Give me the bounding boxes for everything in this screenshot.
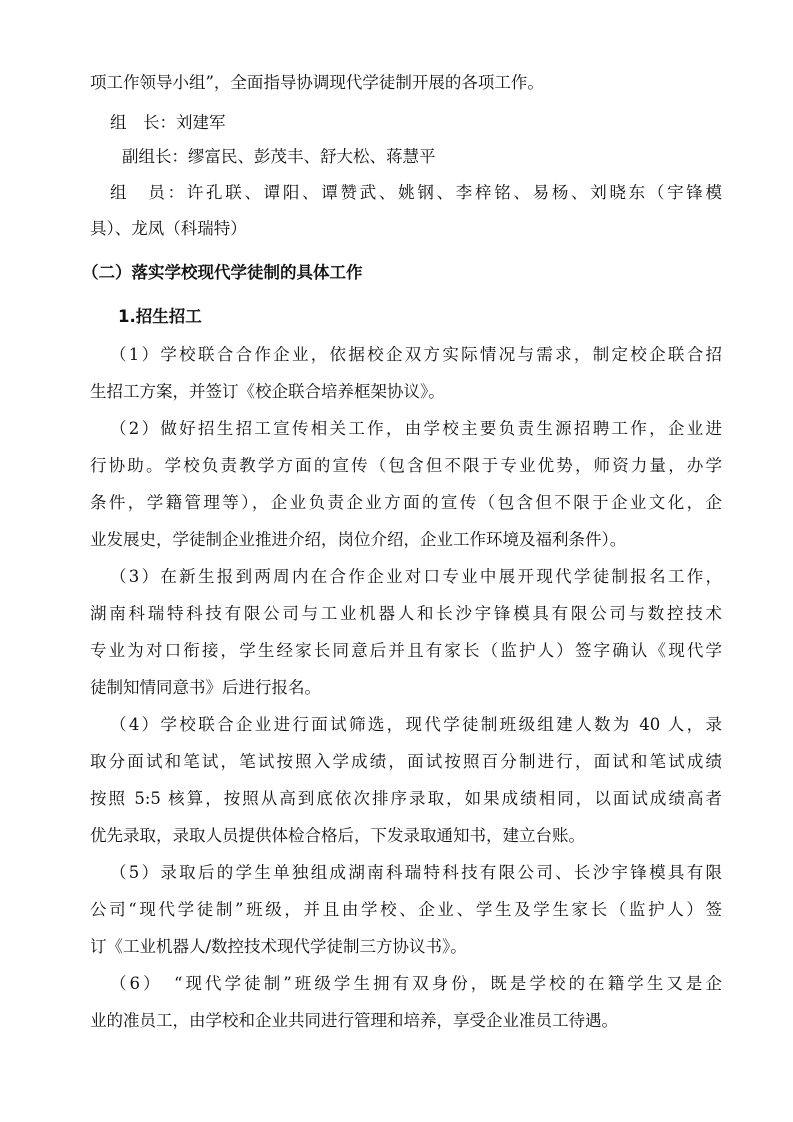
paragraph-line: （5）录取后的学生单独组成湖南科瑞特科技有限公司、长沙宇锋模具有限: [110, 863, 722, 882]
section-heading: （二）落实学校现代学徒制的具体工作: [82, 263, 363, 282]
paragraph-line: （3）在新生报到两周内在合作企业对口专业中展开现代学徒制报名工作，: [110, 567, 722, 586]
paragraph-line: 具）、龙凤（科瑞特）: [90, 219, 247, 238]
paragraph-line: （1）学校联合合作企业，依据校企双方实际情况与需求，制定校企联合招: [110, 345, 722, 364]
paragraph-line: 取分面试和笔试，笔试按照入学成绩，面试按照百分制进行，面试和笔试成绩: [90, 752, 722, 771]
paragraph-line: 业发展史，学徒制企业推进介绍，岗位介绍，企业工作环境及福利条件）。: [90, 530, 627, 549]
paragraph-line: 组 长：刘建军: [110, 113, 226, 132]
paragraph-line: 组 员：许孔联、谭阳、谭赞武、姚钢、李梓铭、易杨、刘晓东（宇锋模: [110, 183, 722, 202]
paragraph-line: （4）学校联合企业进行面试筛选，现代学徒制班级组建人数为 40 人，录: [110, 715, 722, 734]
paragraph-line: 徒制知情同意书》后进行报名。: [90, 678, 321, 697]
paragraph-line: 公司“现代学徒制”班级，并且由学校、企业、学生及学生家长（监护人）签: [90, 900, 722, 919]
paragraph-line: 项工作领导小组”，全面指导协调现代学徒制开展的各项工作。: [90, 73, 544, 92]
paragraph-line: 副组长：缪富民、彭茂丰、舒大松、蒋慧平: [122, 147, 436, 166]
paragraph-line: 湖南科瑞特科技有限公司与工业机器人和长沙宇锋模具有限公司与数控技术: [90, 604, 722, 623]
paragraph-line: （2）做好招生招工宣传相关工作，由学校主要负责生源招聘工作，企业进: [110, 419, 722, 438]
paragraph-line: 业的准员工，由学校和企业共同进行管理和培养，享受企业准员工待遇。: [90, 1011, 618, 1030]
paragraph-line: 专业为对口衔接，学生经家长同意后并且有家长（监护人）签字确认《现代学: [90, 641, 722, 660]
paragraph-line: 生招工方案，并签订《校企联合培养框架协议》。: [90, 382, 445, 401]
paragraph-line: （6） “现代学徒制”班级学生拥有双身份，既是学校的在籍学生又是企: [110, 974, 722, 993]
paragraph-line: 订《工业机器人/数控技术现代学徒制三方协议书》。: [90, 937, 467, 956]
paragraph-line: 行协助。学校负责教学方面的宣传（包含但不限于专业优势，师资力量，办学: [90, 456, 722, 475]
section-heading: 1.招生招工: [118, 307, 202, 326]
paragraph-line: 按照 5:5 核算，按照从高到底依次排序录取，如果成绩相同，以面试成绩高者: [90, 789, 722, 808]
paragraph-line: 条件，学籍管理等），企业负责企业方面的宣传（包含但不限于企业文化，企: [90, 493, 722, 512]
paragraph-line: 优先录取，录取人员提供体检合格后，下发录取通知书，建立台账。: [90, 826, 585, 845]
